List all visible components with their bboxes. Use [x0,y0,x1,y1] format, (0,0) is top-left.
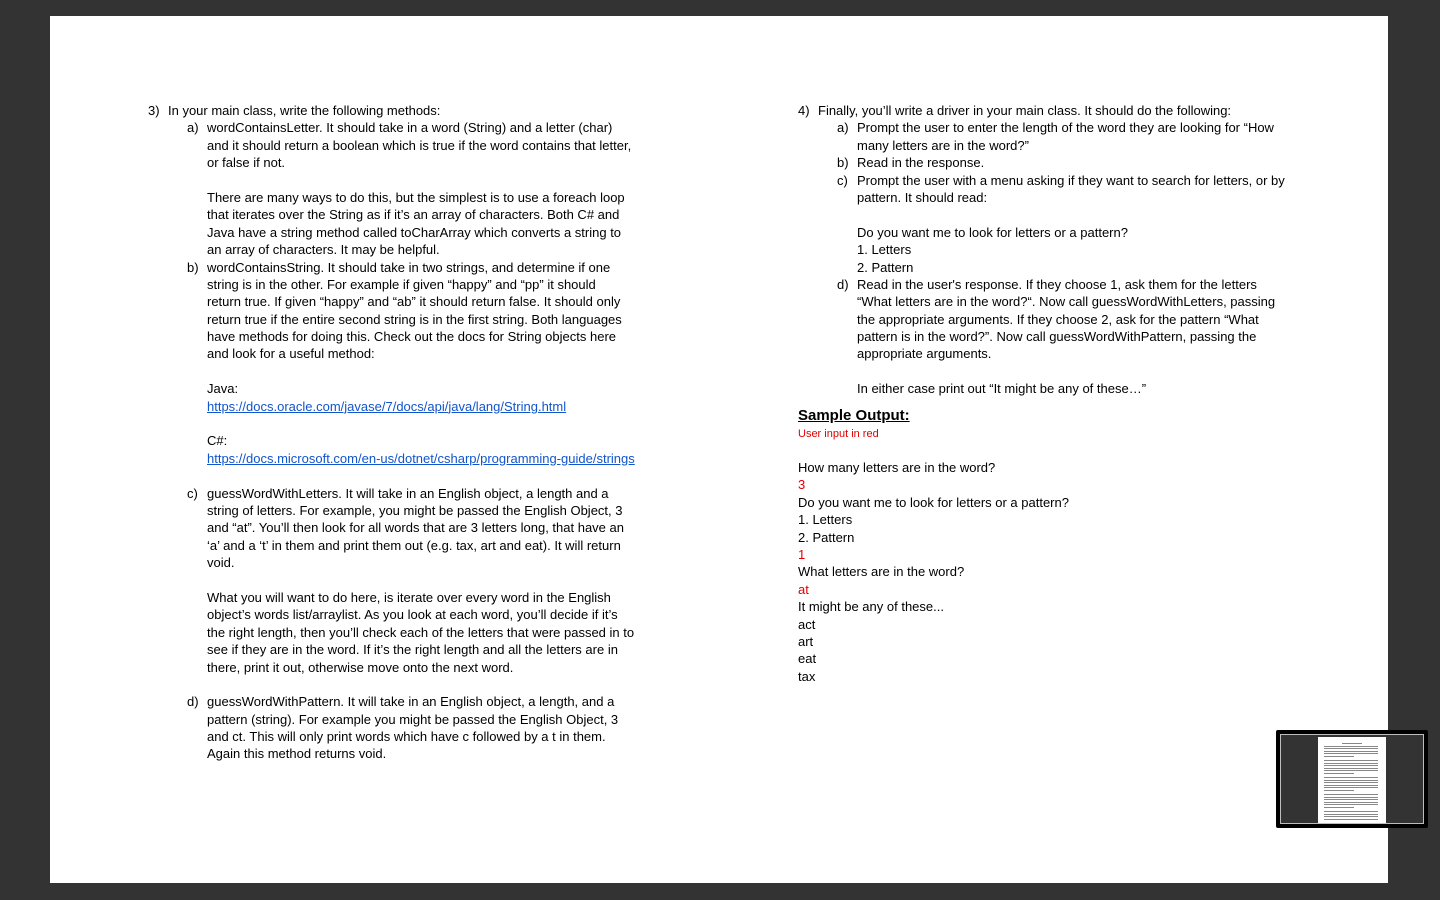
text-line [148,380,648,397]
document-page [50,16,1388,883]
thumbnail-text-line [1324,782,1378,783]
list-marker: a) [187,120,199,136]
thumbnail-text-line [1324,797,1378,798]
thumbnail-text-line [1324,790,1354,791]
line-text: pattern is in the word?”. Now call guessWordWithPattern, passing the [857,329,1257,345]
thumbnail-text-line [1324,785,1378,786]
line-text: void. [207,555,235,571]
line-text: string of letters. For example, you might be passed the English Object, 3 [207,502,623,518]
thumbnail-text-line [1324,787,1378,788]
thumbnail-text-line [1324,819,1378,820]
line-text: many letters are in the word?” [857,137,1029,153]
text-line [148,693,648,710]
list-marker: b) [837,155,849,171]
program-output-line: What letters are in the word? [798,564,965,580]
thumbnail-text-line [1342,743,1362,744]
text-line [148,154,648,171]
program-output-line: How many letters are in the word? [798,460,996,476]
line-text: wordContainsLetter. It should take in a word (String) and a letter (char) [207,120,613,136]
thumbnail-text-line [1324,770,1378,771]
line-text: Prompt the user with a menu asking if they want to search for letters, or by [857,172,1285,188]
thumbnail-text-line [1324,763,1378,764]
doc-link[interactable]: https://docs.oracle.com/javase/7/docs/api/java/lang/String.html [207,398,567,414]
text-line [148,659,648,676]
thumbnail-text-line [1324,816,1378,817]
text-line [148,259,648,276]
text-line [798,172,1318,189]
doc-link[interactable]: https://docs.microsoft.com/en-us/dotnet/csharp/programming-guide/strings [207,450,635,466]
line-text: an array of characters. It may be helpful. [207,242,440,258]
line-text: 2. Pattern [857,259,914,275]
thumbnail-text-line [1324,780,1378,781]
text-line [798,154,1318,171]
line-text: see if they are in the word. If it’s the right length and all the letters are in [207,642,618,658]
text-line [148,432,648,449]
thumbnail-text-line [1324,799,1378,800]
text-line [798,345,1318,362]
text-line [148,537,648,554]
text-line [148,519,648,536]
program-output-line: tax [798,668,816,684]
thumbnail-text-line [1324,802,1378,803]
user-input-line: 3 [798,477,806,493]
sample-output-block [798,459,1318,685]
thumbnail-text-line [1324,814,1378,815]
thumbnail-text-line [1324,751,1378,752]
text-line [798,276,1318,293]
text-line [798,241,1318,258]
text-line [798,119,1318,136]
text-line [148,606,648,623]
thumbnail-text-line [1324,756,1354,757]
line-text: There are many ways to do this, but the simplest is to use a foreach loop [207,189,625,205]
line-text: string is in the other. For example if given “happy” and “pp” it should [207,276,596,292]
text-line [798,224,1318,241]
program-output-line: art [798,633,814,649]
line-text: guessWordWithPattern. It will take in an English object, a length, and a [207,694,615,710]
line-text: and look for a useful method: [207,346,375,362]
left-column [148,102,648,763]
list-marker: c) [187,485,198,501]
thumbnail-page[interactable] [1318,737,1386,823]
line-text: appropriate arguments. [857,346,992,362]
thumbnail-text-line [1324,768,1378,769]
program-output-line: eat [798,651,817,667]
user-input-line: at [798,581,809,597]
right-column [798,102,1318,685]
list-marker: d) [187,694,199,710]
blank-line [148,172,648,189]
thumbnail-text-line [1324,760,1378,761]
list-marker: b) [187,259,199,275]
sample-output-title: Sample Output: [798,406,910,424]
line-text: wordContainsString. It should take in two strings, and determine if one [207,259,611,275]
thumbnail-frame[interactable] [1280,734,1424,824]
blank-line [148,676,648,693]
thumbnail-text-line [1324,794,1378,795]
blank-line [148,415,648,432]
text-line [148,189,648,206]
line-text: Again this method returns void. [207,746,387,762]
blank-line [148,363,648,380]
list-marker: c) [837,172,848,188]
line-text: and it should return a boolean which is true if the word contains that letter, [207,137,632,153]
text-line [148,554,648,571]
page-thumbnail-navigator[interactable] [1276,730,1428,828]
line-text: Java have a string method called toCharArray which converts a string to [207,224,622,240]
line-text: What you will want to do here, is iterate over every word in the English [207,589,611,605]
text-line [148,641,648,658]
text-line [148,345,648,362]
text-line [798,380,1318,397]
list-marker: a) [837,120,849,136]
program-output-line: 2. Pattern [798,529,855,545]
line-text: In your main class, write the following methods: [168,103,441,118]
blank-line [798,206,1318,223]
line-text: pattern. It should read: [857,189,988,205]
text-line [148,241,648,258]
blank-line [148,572,648,589]
text-line [148,276,648,293]
text-line [148,502,648,519]
line-text: C#: [207,433,228,449]
text-line [798,328,1318,345]
list-marker: 4) [798,103,810,118]
list-marker: d) [837,276,849,292]
text-line [148,450,648,467]
thumbnail-text-line [1324,748,1378,749]
line-text: Java: [207,381,239,397]
text-line [148,728,648,745]
line-text: and “at”. You’ll then look for all words that are 3 letters long, that have an [207,520,624,536]
program-output-line: 1. Letters [798,512,853,528]
line-text: the appropriate arguments. If they choose 2, ask for the pattern “What [857,311,1259,327]
text-line [148,102,648,119]
thumbnail-text-line [1324,753,1378,754]
text-line [148,137,648,154]
thumbnail-text-line [1324,811,1378,812]
line-text: 1. Letters [857,242,912,258]
line-text: Read in the response. [857,155,985,171]
thumbnail-text-line [1324,746,1378,747]
thumbnail-text-line [1324,777,1378,778]
text-line [148,398,648,415]
program-output-line: It might be any of these... [798,599,944,615]
line-text: there, print it out, otherwise move onto the next word. [207,659,514,675]
line-text: Prompt the user to enter the length of the word they are looking for “How [857,120,1274,136]
line-text: Read in the user's response. If they choose 1, ask them for the letters [857,276,1257,292]
list-marker: 3) [148,103,160,118]
text-line [148,485,648,502]
line-text: or false if not. [207,155,286,171]
text-line [148,224,648,241]
thumbnail-text-line [1324,765,1378,766]
text-line [798,293,1318,310]
text-line [148,293,648,310]
text-line [148,311,648,328]
line-text: “What letters are in the word?“. Now call guessWordWithLetters, passing [857,294,1276,310]
text-line [148,745,648,762]
line-text: have methods for doing this. Check out the docs for String objects here [207,329,617,345]
line-text: Do you want me to look for letters or a pattern? [857,224,1128,240]
line-text: the right length, then you’ll check each of the letters that were passed in to [207,624,635,640]
program-output-line: Do you want me to look for letters or a pattern? [798,494,1069,510]
text-line [148,711,648,728]
thumbnail-text-line [1324,773,1354,774]
user-input-line: 1 [798,546,806,562]
text-line [148,119,648,136]
blank-line [148,467,648,484]
text-line [148,206,648,223]
line-text: guessWordWithLetters. It will take in an English object, a length and a [207,485,609,501]
thumbnail-text-line [1324,807,1354,808]
thumbnail-text-line [1324,804,1378,805]
blank-line [798,363,1318,380]
text-line [798,137,1318,154]
line-text: ‘a’ and a ‘t’ in them and print them out (e.g. tax, art and eat). It will return [207,537,621,553]
line-text: In either case print out “It might be any of these…” [857,381,1147,397]
text-line [798,189,1318,206]
driver-instructions [798,102,1318,398]
text-line [148,589,648,606]
sample-output-note: User input in red [798,427,879,440]
text-line [148,624,648,641]
text-line [148,328,648,345]
line-text: object’s words list/arraylist. As you look at each word, you’ll decide if it’s [207,607,618,623]
line-text: and ct. This will only print words which have c followed by a t in them. [207,729,606,745]
line-text: Finally, you’ll write a driver in your main class. It should do the following: [818,103,1232,118]
line-text: that iterates over the String as if it’s an array of characters. Both C# and [207,207,620,223]
text-line [798,311,1318,328]
line-text: pattern (string). For example you might be passed the English Object, 3 [207,711,619,727]
line-text: return true if the entire second string is in the first string. Both languages [207,311,622,327]
line-text: return true. If given “happy” and “ab” it should return false. It should only [207,294,621,310]
program-output-line: act [798,616,816,632]
text-line [798,259,1318,276]
text-line [798,102,1318,119]
